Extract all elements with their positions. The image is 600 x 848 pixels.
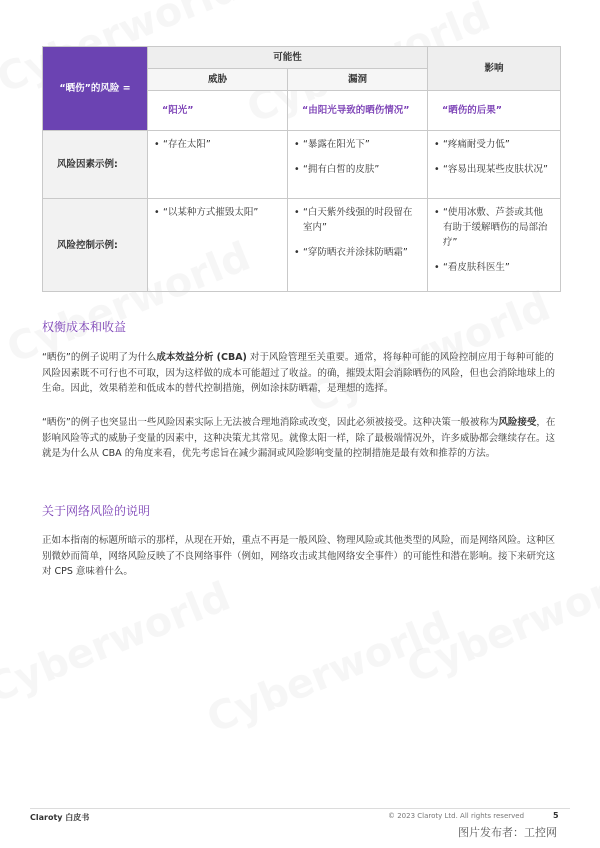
publisher-credit: 图片发布者：工控网 bbox=[458, 826, 557, 839]
concept-threat: “阳光” bbox=[148, 91, 288, 131]
paragraph-cyber-risk: 正如本指南的标题所暗示的那样，从现在开始，重点不再是一般风险、物理风险或其他类型的风险，而是网络风险。这种区别微妙而简单，网络风险反映了不良网络事件（例如，网络攻击或其他网络安全事件）的可能性和潜在影响。接下来研究这对 CPS 意味着什么。 bbox=[42, 535, 556, 577]
footer-divider bbox=[30, 808, 570, 809]
list-item: • “以某种方式摧毁太阳” bbox=[154, 205, 279, 220]
threat-header: 威胁 bbox=[148, 69, 288, 91]
risk-control-vuln-cell bbox=[288, 199, 428, 292]
row-label-risk-factors: 风险因素示例: bbox=[43, 131, 148, 199]
list-item: • “拥有白皙的皮肤” bbox=[294, 162, 419, 177]
section-title-cyber-risk: 关于网络风险的说明 bbox=[42, 504, 151, 518]
watermark bbox=[0, 573, 237, 712]
risk-table bbox=[42, 46, 561, 292]
concept-vulnerability: “由阳光导致的晒伤情况” bbox=[288, 91, 428, 131]
risk-formula-cell: “晒伤”的风险 = bbox=[43, 47, 148, 131]
list-item: • “暴露在阳光下” bbox=[294, 137, 419, 152]
impact-header: 影响 bbox=[428, 47, 561, 91]
risk-factor-threat-cell bbox=[148, 131, 288, 199]
watermark bbox=[201, 603, 457, 742]
section-title-cost-benefit: 权衡成本和收益 bbox=[42, 320, 127, 334]
footer-brand: Claroty 白皮书 bbox=[30, 813, 90, 822]
risk-control-threat-cell bbox=[148, 199, 288, 292]
paragraph-risk-acceptance: “晒伤”的例子也突显出一些风险因素实际上无法被合理地消除或改变，因此必须被接受。这种决策一般被称为风险接受，在影响风险等式的威胁子变量的因素中，这种决策尤其常见。就像太阳一样，除了最极端情况外，许多威胁都会继续存在。这就是为什么从 CBA 的角度来看，优先考虑旨在减少漏洞或风险影响变量的控制措施是最有效和推荐的方法。 bbox=[42, 417, 556, 459]
emphasis-cba: 成本效益分析 (CBA) bbox=[156, 352, 247, 363]
concept-impact: “晒伤的后果” bbox=[428, 91, 561, 131]
risk-factor-vuln-cell bbox=[288, 131, 428, 199]
list-item: • “白天紫外线强的时段留在室内” bbox=[294, 205, 419, 235]
page-number: 5 bbox=[553, 811, 559, 820]
list-item: • “穿防晒衣并涂抹防晒霜” bbox=[294, 245, 419, 260]
emphasis-risk-acceptance: 风险接受 bbox=[498, 417, 537, 428]
list-item: • “疼痛耐受力低” bbox=[434, 137, 552, 152]
list-item: • “使用冰敷、芦荟或其他有助于缓解晒伤的局部治疗” bbox=[434, 205, 552, 250]
risk-control-impact-cell bbox=[428, 199, 561, 292]
list-item: • “看皮肤科医生” bbox=[434, 260, 552, 275]
list-item: • “存在太阳” bbox=[154, 137, 279, 152]
list-item: • “容易出现某些皮肤状况” bbox=[434, 162, 552, 177]
risk-factor-impact-cell bbox=[428, 131, 561, 199]
footer-copyright: © 2023 Claroty Ltd. All rights reserved bbox=[388, 812, 525, 820]
row-label-risk-controls: 风险控制示例: bbox=[43, 199, 148, 292]
vulnerability-header: 漏洞 bbox=[288, 69, 428, 91]
paragraph-cba: “晒伤”的例子说明了为什么成本效益分析 (CBA) 对于风险管理至关重要。通常，将每种可能的风险控制应用于每种可能的风险因素既不可行也不可取，因为这样做的成本可能超过了收益。的确，摧毁太阳会消除晒伤的风险，但也会消除地球上的生命。因此，效果稍差和低成本的替代控制措施，例如涂抹防晒霜，是理想的选择。 bbox=[42, 352, 556, 394]
possibility-header: 可能性 bbox=[148, 47, 428, 69]
